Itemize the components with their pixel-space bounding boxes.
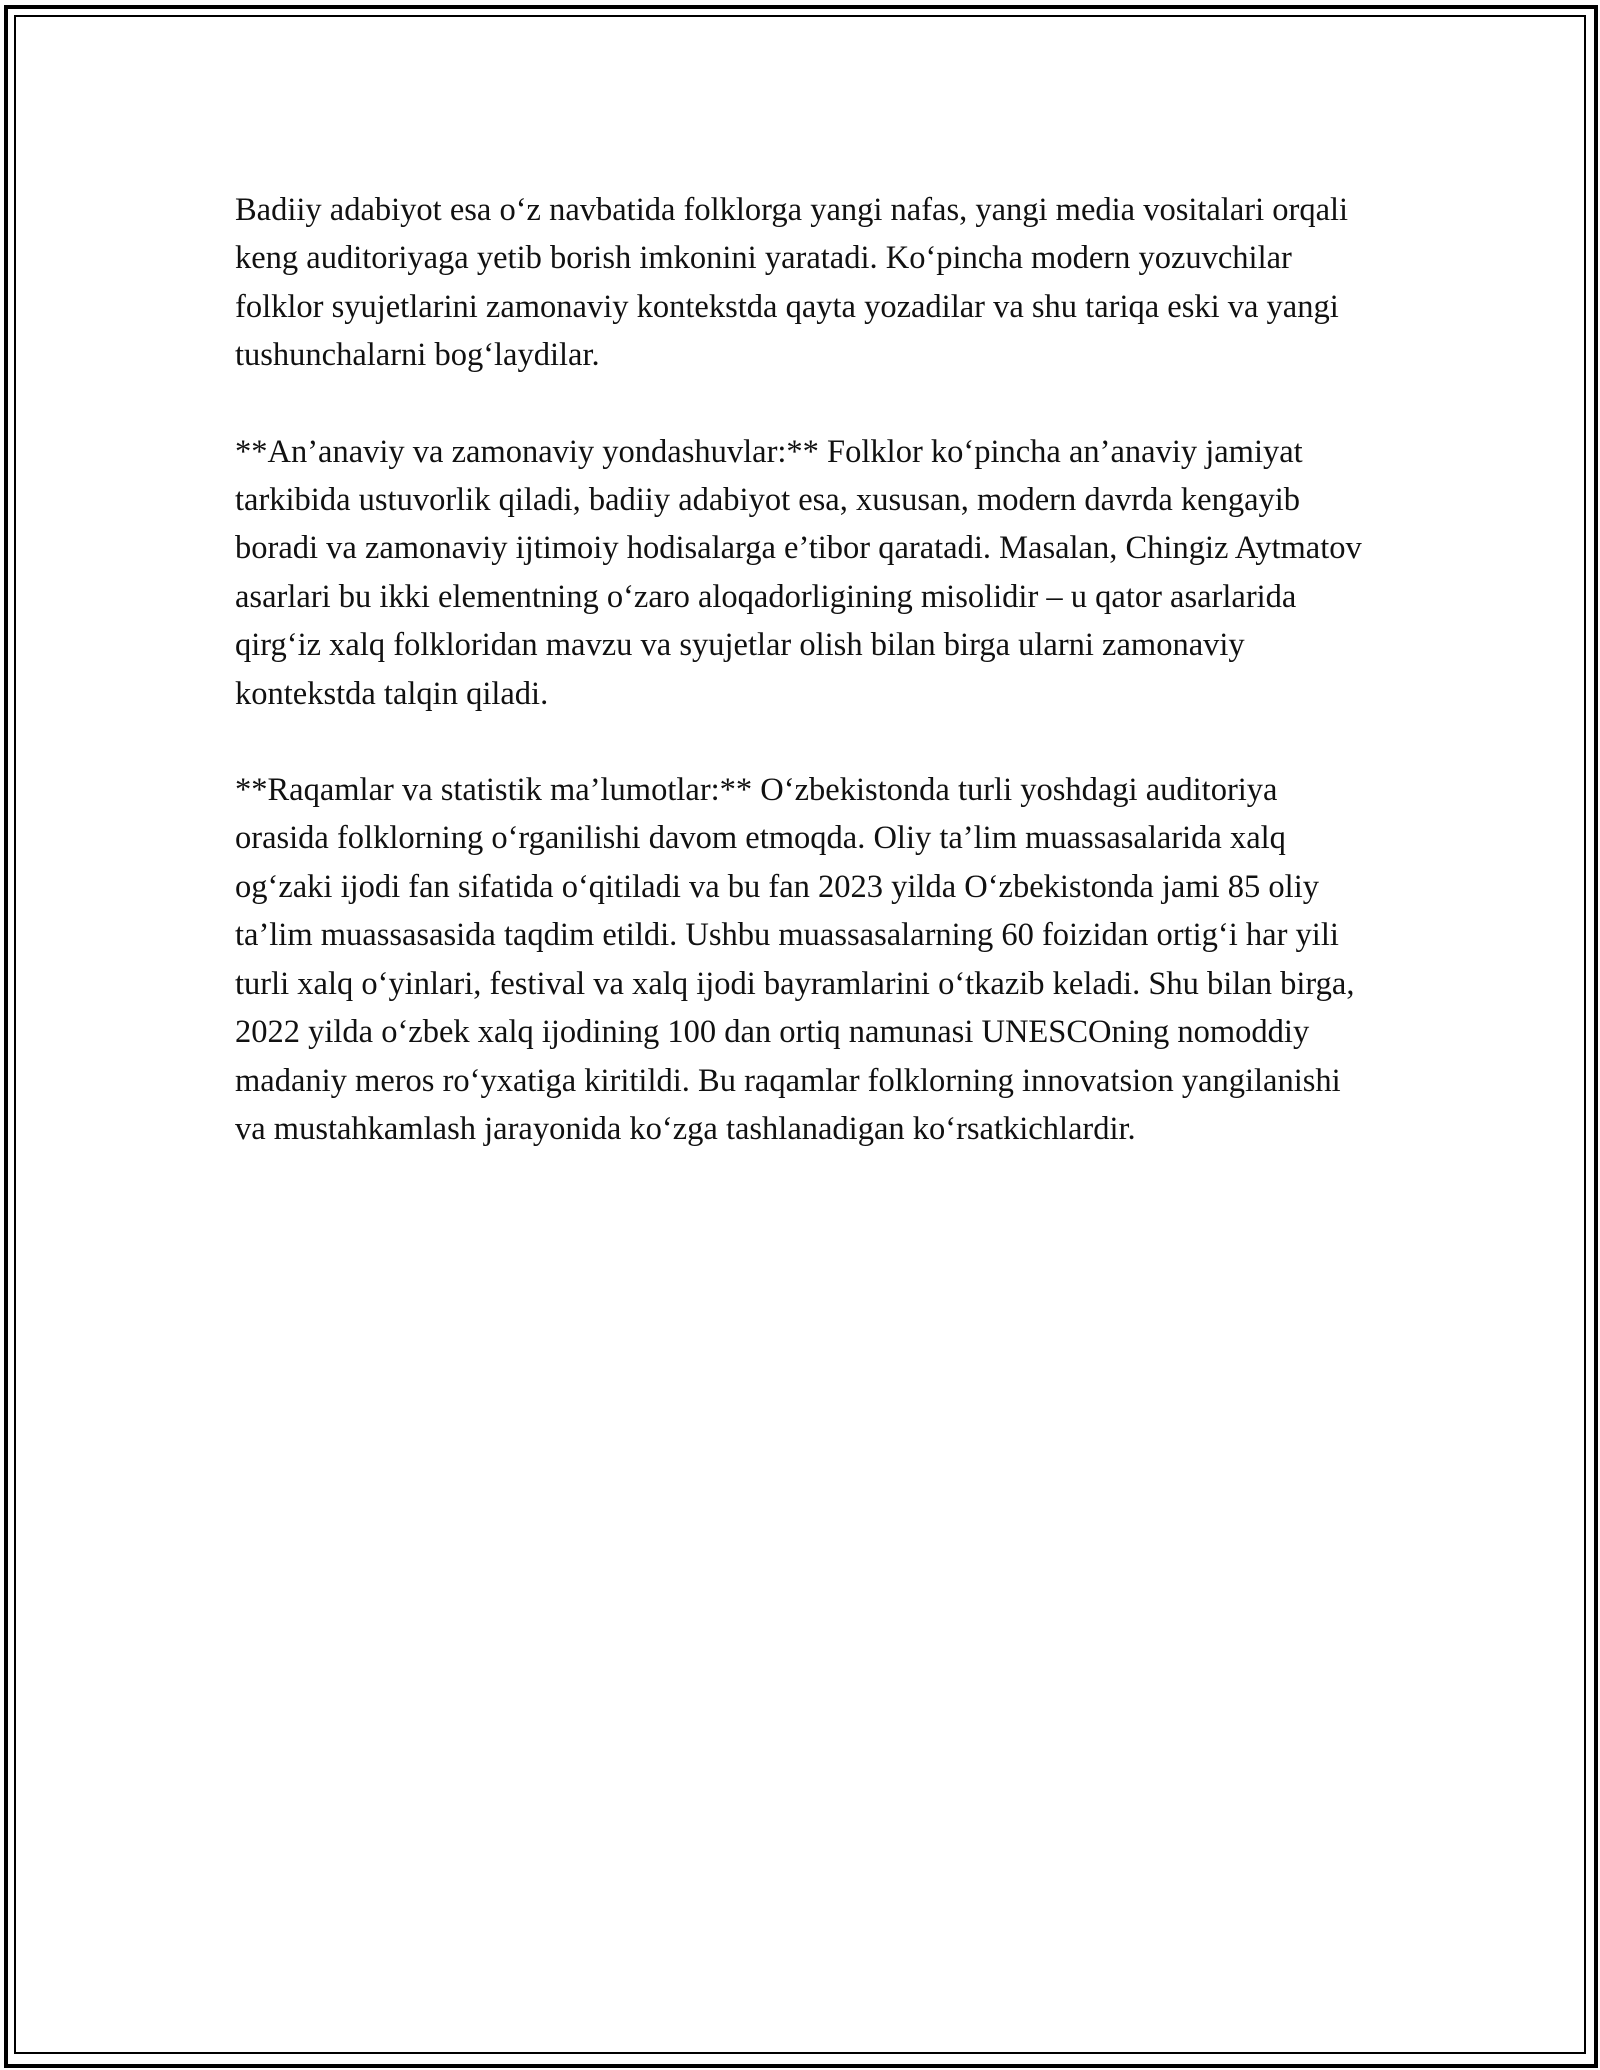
paragraph-numbers-statistics: **Raqamlar va statistik ma’lumotlar:** O‘zbekistonda turli yoshdagi auditoriya orasida folklorning o‘rganilishi davom etmoqda. Oliy ta’lim muassasalarida xalq og‘zaki ijodi fan sifatida o‘qitiladi va bu fan 2023 yilda O‘zbekistonda jami 85 oliy ta’lim muassasasida taqdim etildi. Ushbu muassasalarning 60 foizidan ortig‘i har yili turli xalq o‘yinlari, festival va xalq ijodi bayramlarini o‘tkazib keladi. Shu bilan birga, 2022 yilda o‘zbek xalq ijodining 100 dan ortiq namunasi UNESCOning nomoddiy madaniy meros ro‘yxatiga kiritildi. Bu raqamlar folklorning innovatsion yangilanishi va mustahkamlash jarayonida ko‘zga tashlanadigan ko‘rsatkichlardir. bbox=[235, 772, 1355, 1147]
paragraph-traditional-modern-approaches: **An’anaviy va zamonaviy yondashuvlar:** Folklor ko‘pincha an’anaviy jamiyat tarkibida ustuvorlik qiladi, badiiy adabiyot esa, xususan, modern davrda kengayib boradi va zamonaviy ijtimoiy hodisalarga e’tibor qaratadi. Masalan, Chingiz Aytmatov asarlari bu ikki elementning o‘zaro aloqadorligining misolidir – u qator asarlarida qirg‘iz xalq folkloridan mavzu va syujetlar olish bilan birga ularni zamonaviy kontekstda talqin qiladi. bbox=[235, 433, 1362, 712]
paragraph-folklore-literature: Badiiy adabiyot esa o‘z navbatida folklorga yangi nafas, yangi media vositalari orqali keng auditoriyaga yetib borish imkonini yaratadi. Ko‘pincha modern yozuvchilar folklor syujetlarini zamonaviy kontekstda qayta yozadilar va shu tariqa eski va yangi tushunchalarni bog‘laydilar. bbox=[235, 192, 1349, 374]
document-body bbox=[235, 186, 1375, 1201]
